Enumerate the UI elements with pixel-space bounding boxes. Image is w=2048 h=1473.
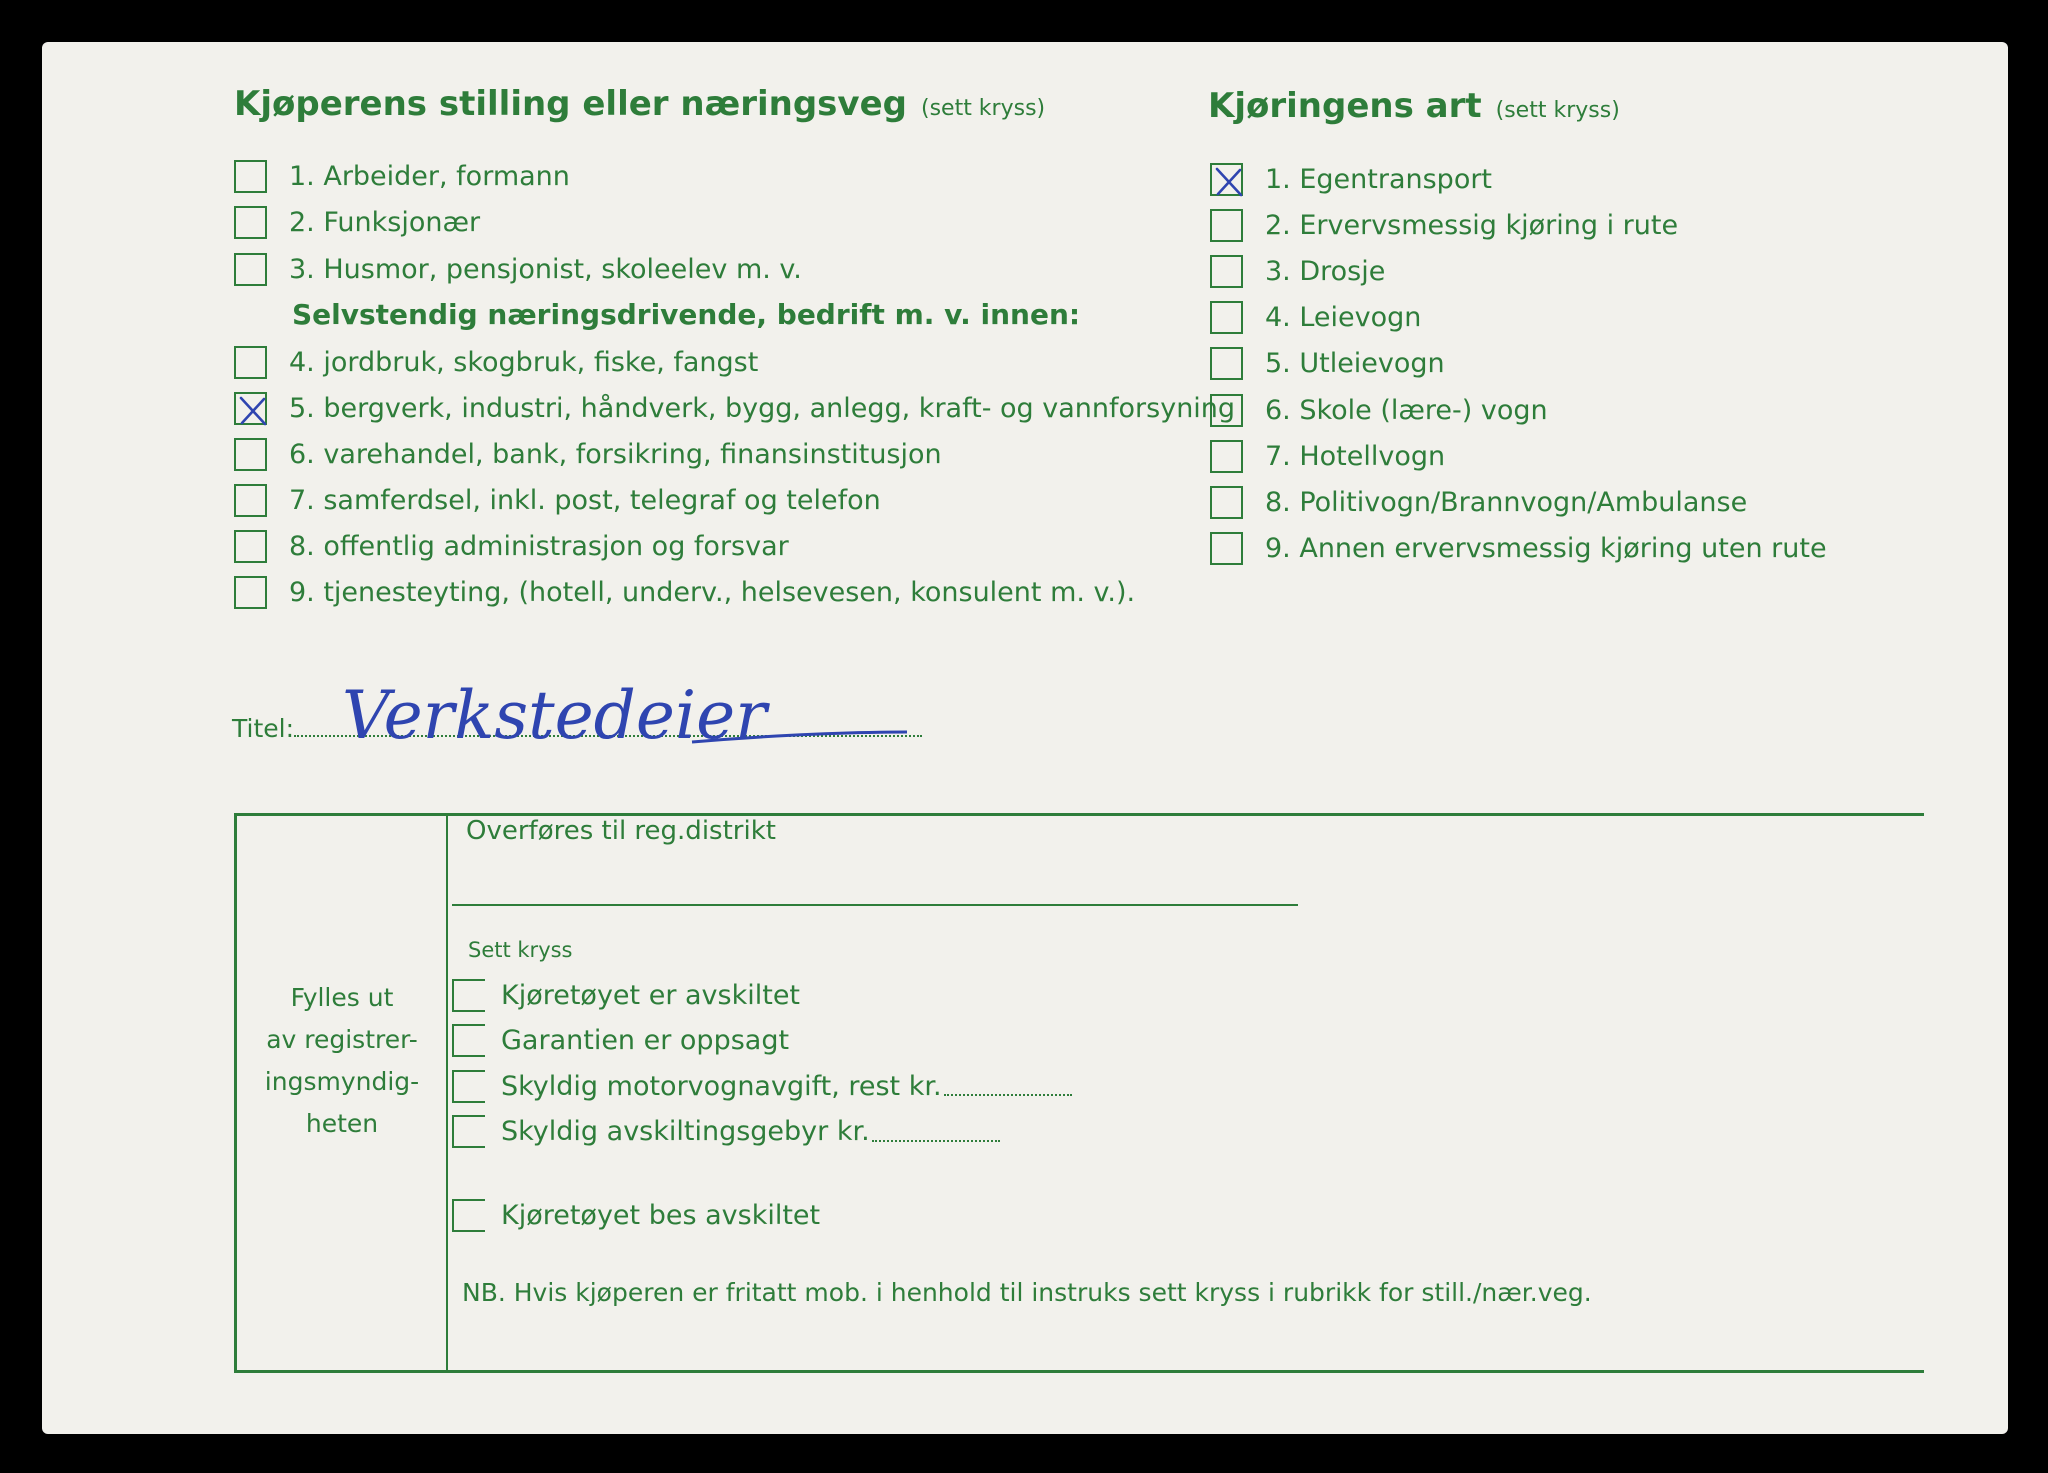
checklist-item-label: 9. tjenesteyting, (hotell, underv., helsevesen, konsulent m. v.).: [289, 576, 1136, 608]
checklist-item[interactable]: [1210, 159, 1492, 199]
checkbox[interactable]: [1210, 301, 1243, 334]
right-section-title: Kjøringens art: [1208, 86, 1482, 126]
checklist-item-label: 8. Politivogn/Brannvogn/Ambulanse: [1265, 486, 1748, 518]
box-bottom-line: [234, 1370, 1924, 1373]
checklist-item[interactable]: [1210, 298, 1421, 338]
checklist-item[interactable]: [234, 388, 1235, 428]
checklist-item-label: Garantien er oppsagt: [501, 1025, 790, 1056]
checkbox[interactable]: [1210, 486, 1243, 519]
checklist-item-label: 3. Drosje: [1265, 255, 1386, 287]
checklist-item[interactable]: [1210, 344, 1445, 384]
checkbox[interactable]: [234, 346, 267, 379]
checklist-item-label: 8. offentlig administrasjon og forsvar: [289, 530, 789, 562]
checkbox[interactable]: [452, 1024, 485, 1057]
checklist-item[interactable]: [1210, 482, 1747, 522]
checklist-item-label: 9. Annen ervervsmessig kjøring uten rute: [1265, 533, 1827, 565]
checkbox[interactable]: [234, 206, 267, 239]
checklist-item-label: 6. Skole (lære-) vogn: [1265, 394, 1548, 426]
box-left-line: [234, 813, 237, 1373]
checklist-item[interactable]: [452, 975, 800, 1015]
amount-dotted-line[interactable]: [872, 1122, 1000, 1142]
right-section-hint: (sett kryss): [1495, 98, 1620, 123]
checklist-item[interactable]: [1210, 205, 1678, 245]
title-handwriting[interactable]: [342, 672, 922, 762]
cross-hint: Sett kryss: [468, 938, 573, 962]
checklist-item-label: 5. Utleievogn: [1265, 348, 1445, 380]
checkbox[interactable]: [234, 160, 267, 193]
self-employed-subheading: Selvstendig næringsdrivende, bedrift m. v. innen:: [292, 298, 1081, 331]
registration-authority-label: Fylles ut av registrer- ingsmyndig- heten: [264, 983, 420, 1138]
checklist-item-label: 2. Funksjonær: [289, 207, 481, 238]
checkbox[interactable]: [1210, 394, 1243, 427]
checklist-item-label: 2. Ervervsmessig kjøring i rute: [1265, 209, 1679, 241]
transfer-label: Overføres til reg.distrikt: [466, 816, 776, 846]
checkbox[interactable]: [234, 530, 267, 563]
checklist-item[interactable]: [234, 249, 802, 289]
checkbox[interactable]: [234, 484, 267, 517]
checkbox[interactable]: [1210, 255, 1243, 288]
checklist-item[interactable]: [452, 1066, 1072, 1106]
checklist-item[interactable]: [1210, 436, 1445, 476]
checklist-item[interactable]: [234, 480, 881, 520]
left-section-heading: [234, 84, 1045, 124]
checklist-item-label: Skyldig motorvognavgift, rest kr.: [501, 1070, 942, 1102]
checklist-item-label: 6. varehandel, bank, forsikring, finansinstitusjon: [289, 438, 942, 470]
checkbox[interactable]: [1210, 163, 1243, 196]
checkbox[interactable]: [452, 979, 485, 1012]
checkbox[interactable]: [234, 392, 267, 425]
checklist-item[interactable]: [234, 156, 570, 196]
right-section-heading: [1208, 86, 1620, 126]
checklist-item-label: Skyldig avskiltingsgebyr kr.: [501, 1116, 870, 1147]
left-section-hint: (sett kryss): [920, 96, 1046, 121]
checklist-item-label: Kjøretøyet er avskiltet: [501, 979, 801, 1011]
checklist-item-label: 1. Arbeider, formann: [289, 160, 570, 192]
title-handwritten-value: Verkstedeier: [342, 677, 767, 754]
checkbox[interactable]: [234, 576, 267, 609]
box-divider-line: [446, 813, 448, 1373]
checklist-item-label: 5. bergverk, industri, håndverk, bygg, anlegg, kraft- og vannforsyning: [289, 392, 1236, 424]
checklist-item[interactable]: [1210, 529, 1827, 569]
checklist-item[interactable]: [234, 203, 480, 243]
checklist-item-label: 1. Egentransport: [1265, 163, 1493, 195]
checklist-item[interactable]: [1210, 251, 1385, 291]
checkbox[interactable]: [1210, 347, 1243, 380]
check-vehicle-deregistration-requested[interactable]: Kjøretøyet bes avskiltet: [452, 1195, 820, 1235]
checklist-item-label: 7. samferdsel, inkl. post, telegraf og telefon: [289, 484, 881, 516]
transfer-line[interactable]: [452, 904, 1298, 906]
title-label: Titel:: [232, 714, 294, 743]
checkbox[interactable]: [452, 1115, 485, 1148]
checklist-item[interactable]: [234, 434, 942, 474]
checklist-item[interactable]: [234, 342, 758, 382]
checkbox[interactable]: [234, 253, 267, 286]
checklist-item[interactable]: [234, 526, 789, 566]
checkbox[interactable]: [452, 1070, 485, 1103]
form-card: [42, 42, 2008, 1434]
checkbox[interactable]: [234, 438, 267, 471]
checklist-item[interactable]: [234, 572, 1135, 612]
checklist-item-label: 3. Husmor, pensjonist, skoleelev m. v.: [289, 253, 802, 285]
checkbox[interactable]: [1210, 532, 1243, 565]
checklist-item-label: 4. jordbruk, skogbruk, fiske, fangst: [289, 346, 759, 378]
checklist-item-label: 7. Hotellvogn: [1265, 440, 1446, 472]
checkbox[interactable]: [1210, 440, 1243, 473]
amount-dotted-line[interactable]: [944, 1076, 1072, 1096]
nb-note: NB. Hvis kjøperen er fritatt mob. i henhold til instruks sett kryss i rubrikk for still./nær.veg.: [462, 1278, 1592, 1307]
checklist-item[interactable]: [452, 1021, 789, 1061]
left-section-title: Kjøperens stilling eller næringsveg: [234, 84, 907, 124]
checkbox[interactable]: [452, 1199, 485, 1232]
checklist-item[interactable]: [452, 1112, 1000, 1152]
checkbox[interactable]: [1210, 209, 1243, 242]
checklist-item[interactable]: [1210, 390, 1548, 430]
checklist-item-label: 4. Leievogn: [1265, 302, 1422, 334]
